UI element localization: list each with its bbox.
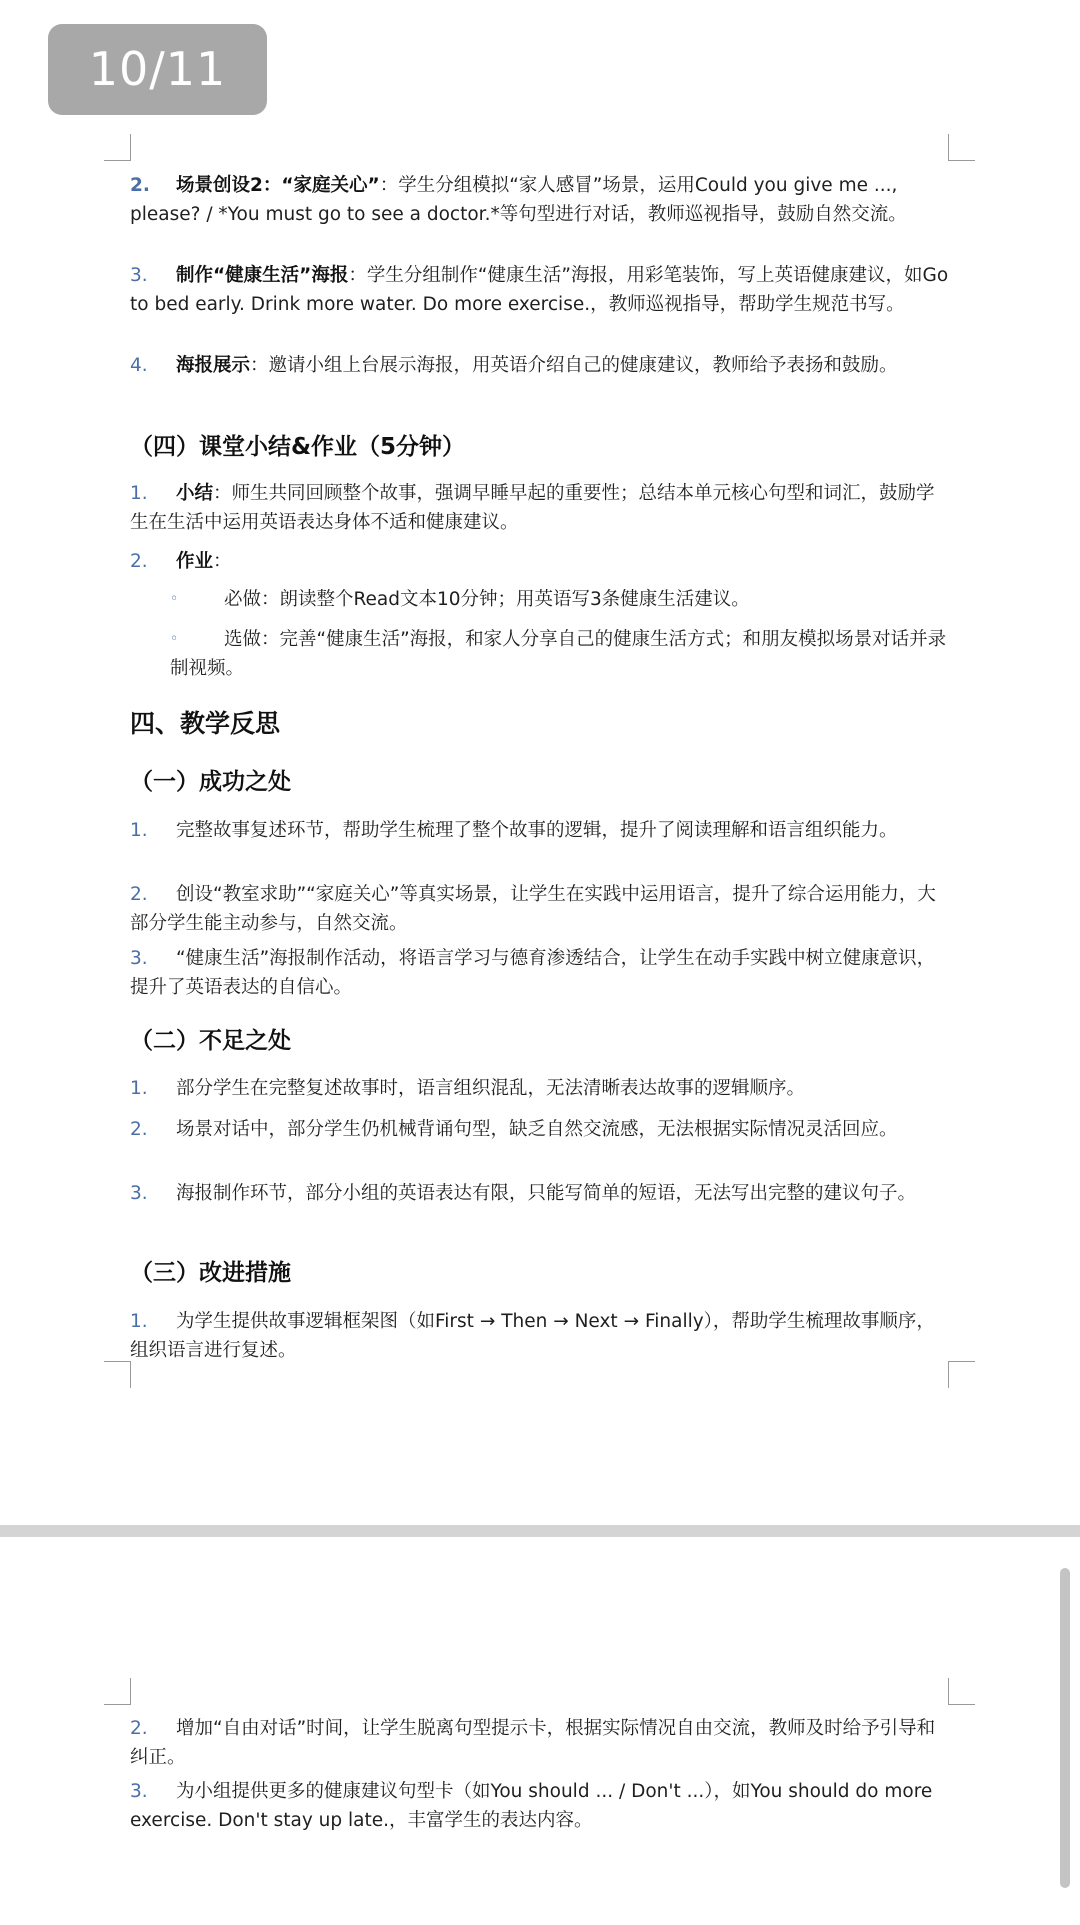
item-text: ：学生分组制作“健康生活”海报，用彩笔装饰，写上英语健康建议，如Go to bed early. Drink more water. Do more exercise.，教师巡视指导，帮助学生规范书写。: [130, 265, 949, 315]
page-corner-mark: [948, 134, 975, 161]
list-item: [130, 1714, 950, 1772]
list-item: [130, 547, 950, 576]
list-number: 3.: [130, 265, 148, 286]
list-item: [130, 1179, 950, 1208]
item-title: 制作“健康生活”海报: [176, 265, 349, 286]
list-item: [130, 1307, 950, 1365]
page-corner-mark: [104, 134, 131, 161]
item-title: 海报展示: [176, 355, 251, 376]
list-number: 1.: [130, 483, 148, 504]
list-item: [130, 944, 950, 1002]
list-number: 1.: [130, 820, 148, 841]
list-item: [130, 171, 950, 229]
list-item: [130, 880, 950, 938]
page-separator: [0, 1525, 1080, 1537]
list-number: 3.: [130, 948, 148, 969]
list-number: 2.: [130, 884, 148, 905]
item-title: 作业: [176, 551, 214, 572]
item-text: 为学生提供故事逻辑框架图（如First → Then → Next → Finally），帮助学生梳理故事顺序，组织语言进行复述。: [130, 1311, 935, 1361]
scrollbar-thumb[interactable]: [1060, 1568, 1070, 1888]
list-item: [130, 479, 950, 537]
list-item: [130, 1074, 950, 1103]
item-text: 海报制作环节，部分小组的英语表达有限，只能写简单的短语，无法写出完整的建议句子。: [176, 1183, 917, 1204]
item-text: ：: [213, 551, 232, 572]
item-text: ：邀请小组上台展示海报，用英语介绍自己的健康建议，教师给予表扬和鼓励。: [250, 355, 898, 376]
item-title: 场景创设2：“家庭关心”: [176, 175, 380, 196]
item-text: 完整故事复述环节，帮助学生梳理了整个故事的逻辑，提升了阅读理解和语言组织能力。: [176, 820, 898, 841]
section-heading: （一）成功之处: [130, 769, 291, 795]
list-number: 3.: [130, 1183, 148, 1204]
page-indicator: 10/11: [48, 24, 267, 115]
list-item: [130, 816, 950, 845]
list-number: 1.: [130, 1311, 148, 1332]
vertical-scrollbar[interactable]: [1060, 1568, 1070, 1888]
item-text: 为小组提供更多的健康建议句型卡（如You should ... / Don't ...），如You should do more exercise. Don't stay up late.，丰富学生的表达内容。: [130, 1781, 933, 1831]
page-corner-mark: [948, 1361, 975, 1388]
list-item: [130, 351, 950, 380]
item-text: ：师生共同回顾整个故事，强调早睡早起的重要性；总结本单元核心句型和词汇，鼓励学生在生活中运用英语表达身体不适和健康建议。: [130, 483, 935, 533]
document-page-11: [0, 1537, 1080, 1925]
list-number: 2.: [130, 1718, 148, 1739]
section-heading: （二）不足之处: [130, 1028, 291, 1054]
list-number: 2.: [130, 175, 150, 196]
list-number: 4.: [130, 355, 148, 376]
list-item: [130, 1115, 950, 1144]
sub-item-text: 选做：完善“健康生活”海报，和家人分享自己的健康生活方式；和朋友模拟场景对话并录制视频。: [170, 629, 947, 679]
item-text: 部分学生在完整复述故事时，语言组织混乱，无法清晰表达故事的逻辑顺序。: [176, 1078, 806, 1099]
item-text: 创设“教室求助”“家庭关心”等真实场景，让学生在实践中运用语言，提升了综合运用能力，大部分学生能主动参与，自然交流。: [130, 884, 936, 934]
list-number: 2.: [130, 1119, 148, 1140]
section-heading: （三）改进措施: [130, 1260, 291, 1286]
list-number: 1.: [130, 1078, 148, 1099]
page-corner-mark: [104, 1361, 131, 1388]
list-item: [130, 1777, 950, 1835]
bullet-icon: ◦: [170, 591, 179, 607]
item-text: ：学生分组模拟“家人感冒”场景，运用Could you give me ..., please? / *You must go to see a doctor.*等句型进行对话，教师巡视指导，鼓励自然交流。: [130, 175, 907, 225]
item-text: 增加“自由对话”时间，让学生脱离句型提示卡，根据实际情况自由交流，教师及时给予引导和纠正。: [130, 1718, 936, 1768]
item-text: 场景对话中，部分学生仍机械背诵句型，缺乏自然交流感，无法根据实际情况灵活回应。: [176, 1119, 898, 1140]
chapter-heading: 四、教学反思: [130, 709, 281, 738]
sub-item-text: 必做：朗读整个Read文本10分钟；用英语写3条健康生活建议。: [224, 589, 750, 610]
bullet-icon: ◦: [170, 631, 179, 647]
item-text: “健康生活”海报制作活动，将语言学习与德育渗透结合，让学生在动手实践中树立健康意识，提升了英语表达的自信心。: [130, 948, 936, 998]
list-number: 2.: [130, 551, 148, 572]
item-title: 小结: [176, 483, 214, 504]
page-corner-mark: [948, 1678, 975, 1705]
sub-list-item: [170, 625, 950, 683]
list-number: 3.: [130, 1781, 148, 1802]
sub-list-item: [170, 585, 950, 614]
page-corner-mark: [104, 1678, 131, 1705]
list-item: [130, 261, 950, 319]
section-heading: （四）课堂小结&作业（5分钟）: [130, 434, 466, 460]
